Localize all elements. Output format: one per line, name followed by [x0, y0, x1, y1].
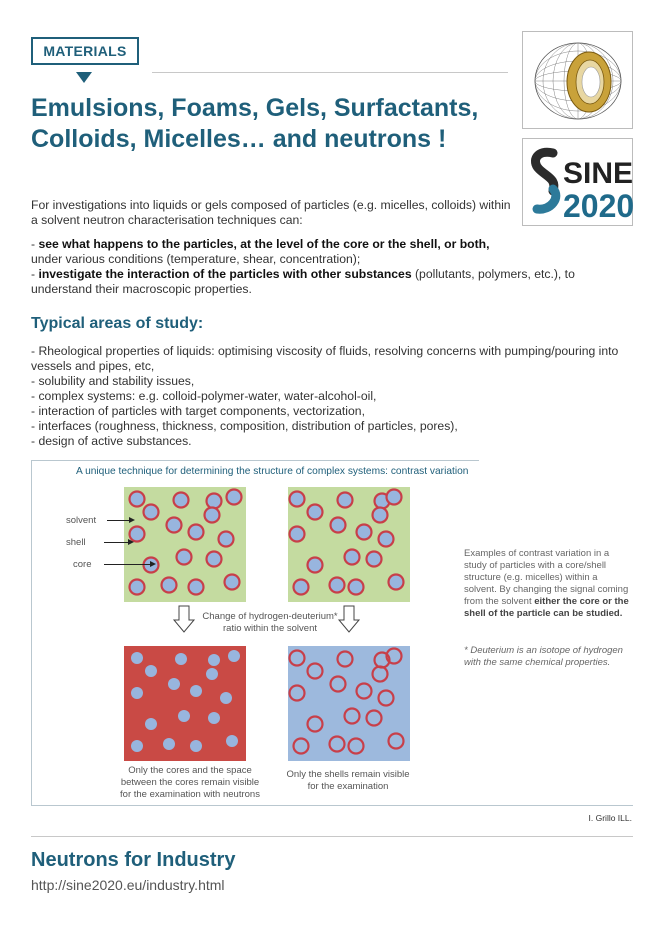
core-particle: [175, 653, 187, 665]
core-shell-particle: [219, 532, 234, 547]
category-label: MATERIALS: [43, 43, 127, 59]
area-item: - design of active substances.: [31, 434, 192, 448]
core-shell-particle: [345, 550, 360, 565]
core-shell-particle: [130, 580, 145, 595]
capability-bold: see what happens to the particles, at the level of the core or the shell, or both,: [38, 237, 490, 251]
down-arrow-left-icon: [174, 606, 194, 632]
2020-logo-text: 2020: [563, 188, 634, 224]
capability-rest: (pollutants, polymers, etc.), to understand their macroscopic properties.: [31, 267, 575, 296]
area-item: - interaction of particles with target components, vectorization,: [31, 404, 365, 418]
core-shell-particle: [290, 527, 305, 542]
image-credit: I. Grillo ILL.: [588, 813, 632, 823]
core-shell-particle: [367, 552, 382, 567]
core-particle: [131, 652, 143, 664]
core-particle: [220, 692, 232, 704]
figure-description: [464, 548, 632, 620]
capability-bold: investigate the interaction of the particles with other substances: [38, 267, 412, 281]
core-shell-particle: [330, 578, 345, 593]
capability-dash: -: [31, 267, 39, 281]
core-shell-particle: [207, 494, 222, 509]
core-shell-particle: [331, 518, 346, 533]
core-particle: [145, 665, 157, 677]
area-item: - solubility and stability issues,: [31, 374, 195, 388]
capability-rest: under various conditions (temperature, shear, concentration);: [31, 252, 361, 266]
deuterium-note: * Deuterium is an isotope of hydrogen with the same chemical properties.: [464, 645, 623, 668]
core-shell-particle: [177, 550, 192, 565]
core-shell-particle: [379, 532, 394, 547]
core-shell-particle: [387, 490, 402, 505]
core-particle: [178, 710, 190, 722]
core-shell-particle: [130, 492, 145, 507]
core-particle: [163, 738, 175, 750]
core-shell-particle: [189, 525, 204, 540]
caption-shells: Only the shells remain visible for the examination: [286, 769, 410, 792]
core-shell-particle: [357, 525, 372, 540]
page-title: Emulsions, Foams, Gels, Surfactants, Colloids, Micelles… and neutrons !: [31, 94, 479, 153]
area-item: - complex systems: e.g. colloid-polymer-water, water-alcohol-oil,: [31, 389, 377, 403]
footer-link[interactable]: http://sine2020.eu/industry.html: [31, 877, 225, 893]
footer-divider: [31, 836, 633, 837]
capability-dash: -: [31, 237, 39, 251]
core-shell-particle: [205, 508, 220, 523]
areas-heading: Typical areas of study:: [31, 315, 204, 332]
core-shell-particle: [144, 505, 159, 520]
core-shell-particle: [290, 492, 305, 507]
core-particle: [190, 685, 202, 697]
core-shell-particle: [189, 580, 204, 595]
core-particle: [168, 678, 180, 690]
core-particle: [131, 687, 143, 699]
core-shell-particle: [294, 580, 309, 595]
core-particle: [145, 718, 157, 730]
core-shell-particle: [207, 552, 222, 567]
core-shell-particle: [227, 490, 242, 505]
area-item: - Rheological properties of liquids: optimising viscosity of fluids, resolving concerns with pumping/pouring into vessels and pipes, etc,: [31, 344, 619, 373]
label-solvent: solvent: [66, 515, 97, 526]
figure-description-text: Examples of contrast variation in a study of particles with a core/shell structure (e.g. micelles) within a solvent. By changing the signal coming from the solvent: [464, 548, 629, 607]
figure-title: A unique technique for determining the structure of complex systems: contrast variation: [76, 466, 469, 477]
label-shell: shell: [66, 537, 86, 548]
figure-description-bold: either the core or the shell of the particle can be studied.: [464, 596, 629, 619]
sine-logo-text: SINE: [563, 157, 634, 190]
core-particle: [206, 668, 218, 680]
core-particle: [228, 650, 240, 662]
shell-pointer-arrow: [104, 542, 132, 543]
core-shell-particle: [162, 578, 177, 593]
core-particle: [208, 654, 220, 666]
core-shell-particle: [338, 493, 353, 508]
intro-paragraph: For investigations into liquids or gels composed of particles (e.g. micelles, colloids) within a solvent neutron characterisation techniques can:: [31, 198, 511, 227]
core-shell-particle: [308, 505, 323, 520]
area-item: - interfaces (roughness, thickness, composition, distribution of particles, pores),: [31, 419, 458, 433]
core-shell-particle: [225, 575, 240, 590]
label-core: core: [73, 559, 92, 570]
caption-cores: Only the cores and the space between the cores remain visible for the examination with neutrons: [120, 765, 260, 800]
core-shell-particle: [389, 575, 404, 590]
core-pointer-arrow: [104, 564, 154, 565]
change-caption: Change of hydrogen-deuterium* ratio within the solvent: [202, 611, 338, 634]
core-particle: [190, 740, 202, 752]
core-shell-particle: [174, 493, 189, 508]
core-shell-particle: [167, 518, 182, 533]
core-shell-particle: [373, 508, 388, 523]
footer-title: Neutrons for Industry: [31, 849, 236, 871]
core-particle: [208, 712, 220, 724]
core-particle: [226, 735, 238, 747]
core-shell-particle: [308, 558, 323, 573]
solvent-pointer-arrow: [107, 520, 133, 521]
core-shell-particle: [349, 580, 364, 595]
core-particle: [131, 740, 143, 752]
